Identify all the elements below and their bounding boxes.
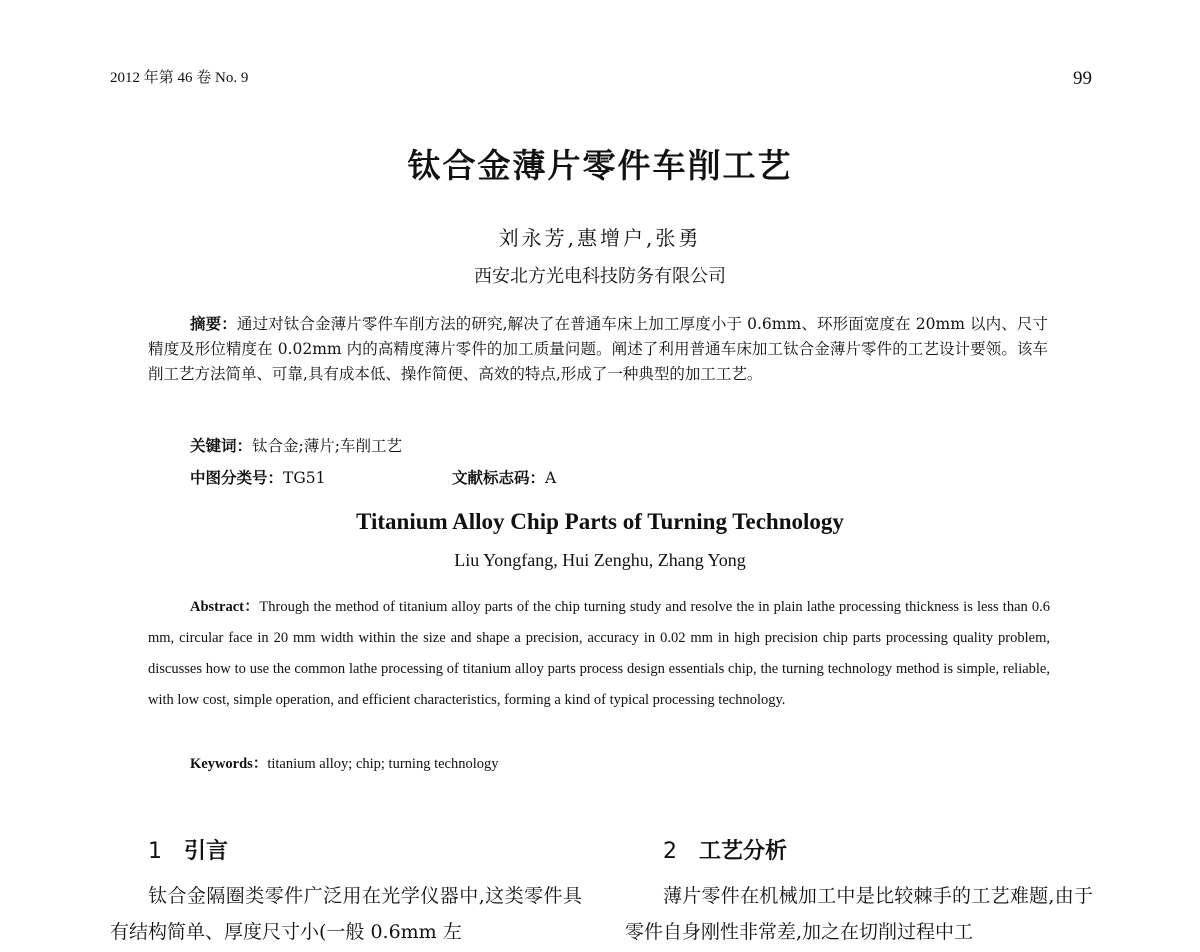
keywords-cn-label: 关键词： — [190, 437, 253, 455]
keywords-cn — [190, 434, 402, 456]
classification-cn-value: TG51 — [283, 469, 326, 487]
affiliation-cn: 西安北方光电科技防务有限公司 — [474, 266, 726, 287]
section-1-title: 引言 — [184, 839, 229, 864]
section-1-heading — [148, 834, 228, 865]
keywords-en — [190, 752, 499, 773]
abstract-cn — [148, 312, 1048, 387]
page-number: 99 — [1073, 68, 1092, 89]
keywords-en-text: titanium alloy; chip; turning technology — [267, 756, 499, 772]
section-2-body: 薄片零件在机械加工中是比较棘手的工艺难题,由于零件自身刚性非常差,加之在切削过程中工 — [625, 885, 1093, 943]
paper-title-en: Titanium Alloy Chip Parts of Turning Technology — [356, 509, 844, 534]
document-code-cn — [452, 466, 556, 488]
abstract-en-label: Abstract： — [190, 599, 260, 615]
keywords-en-label: Keywords： — [190, 756, 268, 772]
section-1-number: 1 — [148, 839, 162, 864]
journal-issue: 2012 年第 46 卷 No. 9 — [110, 70, 249, 86]
classification-cn-label: 中图分类号： — [190, 469, 284, 487]
document-code-cn-value: A — [545, 469, 557, 487]
abstract-cn-label: 摘要： — [190, 315, 237, 333]
section-1-body: 钛合金隔圈类零件广泛用在光学仪器中,这类零件具有结构简单、厚度尺寸小(一般 0.6mm 左 — [110, 885, 582, 943]
section-2-number: 2 — [663, 839, 677, 864]
keywords-cn-text: 钛合金;薄片;车削工艺 — [252, 437, 402, 455]
abstract-en-text: Through the method of titanium alloy parts of the chip turning study and resolve the in plain lathe processing thickness is less than 0.6 mm, circular face in 20 mm width within the size and shape a precision, accuracy in 0.02 mm in high precision chip parts processing quality problem, discusses how to use the common lathe processing of titanium alloy parts process design essentials chip, the turning technology method is simple, reliable, with low cost, simple operation, and efficient characteristics, forming a kind of typical processing technology. — [148, 599, 1050, 708]
authors-en: Liu Yongfang, Hui Zenghu, Zhang Yong — [454, 550, 746, 570]
abstract-en — [148, 592, 1050, 716]
section-2-heading — [663, 834, 787, 865]
paper-title-cn: 钛合金薄片零件车削工艺 — [407, 146, 793, 185]
authors-cn: 刘永芳,惠增户,张勇 — [498, 226, 702, 250]
abstract-cn-text: 通过对钛合金薄片零件车削方法的研究,解决了在普通车床上加工厚度小于 0.6mm、环形面宽度在 20mm 以内、尺寸精度及形位精度在 0.02mm 内的高精度薄片零件的加工质量问题。阐述了利用普通车床加工钛合金薄片零件的工艺设计要领。该车削工艺方法简单、可靠,具有成本低、操作简便、高效的特点,形成了一种典型的加工工艺。 — [148, 315, 1048, 383]
document-code-cn-label: 文献标志码： — [452, 469, 546, 487]
classification-cn — [190, 466, 325, 488]
section-2-title: 工艺分析 — [699, 839, 788, 864]
